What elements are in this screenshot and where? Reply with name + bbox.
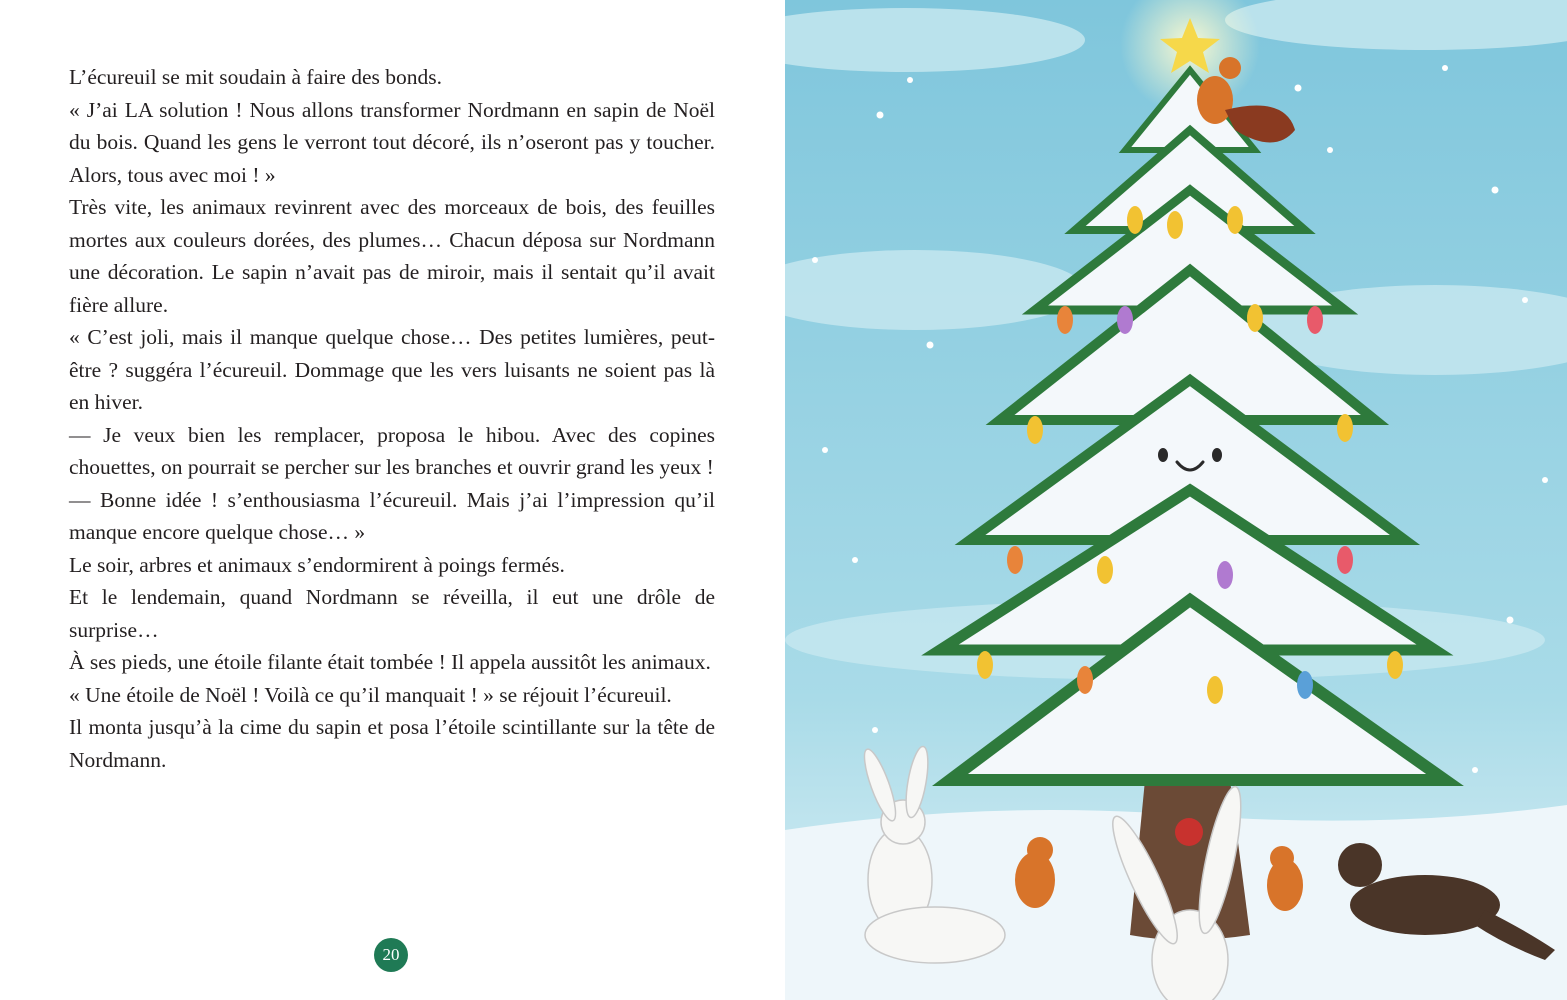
- story-paragraph: Très vite, les animaux revinrent avec des morceaux de bois, des feuilles mortes aux couleurs dorées, des plumes… Chacun déposa sur Nordmann une décoration. Le sapin n’avait pas de miroir, mais il sentait qu’il avait fière allure.: [69, 195, 715, 317]
- story-paragraph: Il monta jusqu’à la cime du sapin et posa l’étoile scintillante sur la tête de Nordmann.: [69, 715, 715, 772]
- illustration-page: [785, 0, 1567, 1000]
- story-paragraph: À ses pieds, une étoile filante était tombée ! Il appela aussitôt les animaux.: [69, 650, 711, 674]
- story-paragraph: — Bonne idée ! s’enthousiasma l’écureuil. Mais j’ai l’impression qu’il manque encore quelque chose… »: [69, 487, 715, 544]
- story-paragraph: « J’ai LA solution ! Nous allons transformer Nordmann en sapin de Noël du bois. Quand les gens le verront tout décoré, ils n’oseront pas y toucher. Alors, tous avec moi ! »: [69, 97, 715, 187]
- trunk-heart-icon: [1175, 818, 1203, 846]
- story-paragraph: « Une étoile de Noël ! Voilà ce qu’il manquait ! » se réjouit l’écureuil.: [69, 682, 672, 707]
- story-paragraph: « C’est joli, mais il manque quelque chose… Des petites lumières, peut-être ? suggéra l’écureuil. Dommage que les vers luisants ne soient pas là en hiver.: [69, 325, 715, 414]
- story-paragraph: Le soir, arbres et animaux s’endormirent à poings fermés.: [69, 552, 565, 577]
- story-paragraph: — Je veux bien les remplacer, proposa le hibou. Avec des copines chouettes, on pourrait se percher sur les branches et ouvrir grand les yeux !: [69, 422, 715, 479]
- story-paragraph: L’écureuil se mit soudain à faire des bonds.: [69, 65, 442, 89]
- page-number-badge: 20: [374, 938, 408, 972]
- story-paragraph: Et le lendemain, quand Nordmann se réveilla, il eut une drôle de surprise…: [69, 585, 715, 642]
- story-text: [69, 61, 715, 776]
- christmas-tree-illustration: [785, 0, 1567, 1000]
